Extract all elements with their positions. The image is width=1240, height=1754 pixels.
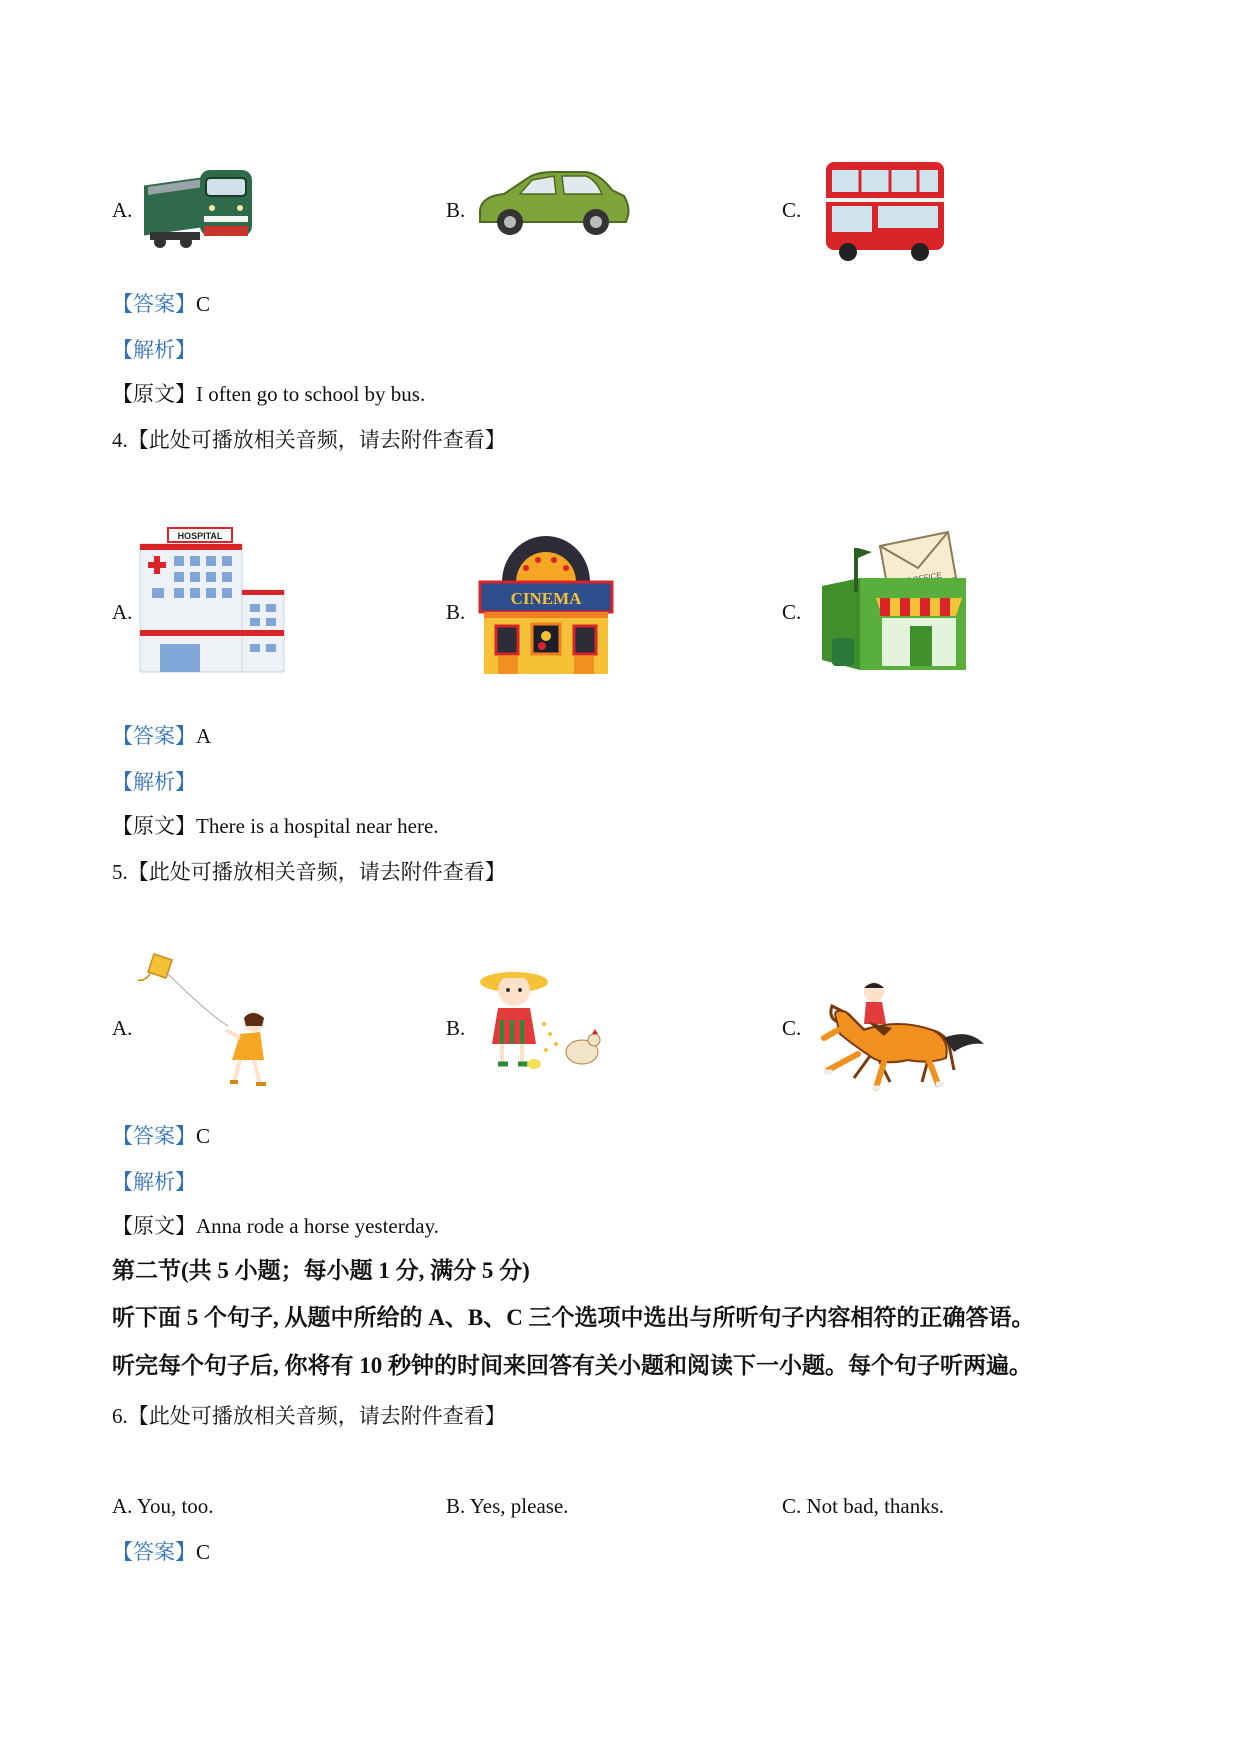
q4-option-c-label: C. [782, 600, 802, 624]
section2-instruction-2: 听完每个句子后, 你将有 10 秒钟的时间来回答有关小题和阅读下一小题。每个句子听两遍。 [112, 1353, 1032, 1378]
q3-option-a-label: A. [112, 198, 133, 222]
car-icon [474, 166, 632, 240]
post-office-icon [820, 526, 970, 672]
q6-option-c: C. Not bad, thanks. [782, 1494, 945, 1518]
q4-analysis-label: 【解析】 [112, 770, 196, 794]
q4-number: 4. [112, 428, 128, 452]
answer-label: 【答案】 [112, 1124, 196, 1148]
q4-option-b-label: B. [446, 600, 466, 624]
q4-answer-line [112, 722, 211, 750]
q5-answer-value: C [196, 1124, 211, 1148]
section2-title: 第二节(共 5 小题；每小题 1 分, 满分 5 分) [112, 1258, 530, 1283]
q5-original-line [112, 1212, 439, 1240]
audio-note: 【此处可播放相关音频，请去附件查看】 [127, 860, 506, 884]
answer-label: 【答案】 [112, 292, 196, 316]
double-decker-bus-icon [820, 158, 948, 262]
q4-header [112, 426, 506, 454]
q4-option-a-label: A. [112, 600, 133, 624]
girl-riding-horse-icon [818, 978, 988, 1092]
q3-option-b-label: B. [446, 198, 466, 222]
q5-option-b-label: B. [446, 1016, 466, 1040]
q6-option-a: A. You, too. [112, 1494, 214, 1518]
original-label: 【原文】 [112, 1214, 196, 1238]
girl-feeding-chickens-icon [478, 960, 608, 1074]
q3-analysis-label: 【解析】 [112, 338, 196, 362]
cinema-sign: CINEMA [510, 589, 582, 608]
q5-number: 5. [112, 860, 128, 884]
q5-option-a-label: A. [112, 1016, 133, 1040]
q5-analysis-label: 【解析】 [112, 1170, 196, 1194]
hospital-icon [138, 526, 286, 674]
section2-instruction-1: 听下面 5 个句子, 从题中所给的 A、B、C 三个选项中选出与所听句子内容相符的正确答语。 [112, 1305, 1035, 1330]
answer-label: 【答案】 [112, 724, 196, 748]
q3-option-c-label: C. [782, 198, 802, 222]
q3-original-text: I often go to school by bus. [196, 382, 426, 406]
q6-header [112, 1402, 506, 1430]
q5-original-text: Anna rode a horse yesterday. [196, 1214, 439, 1238]
audio-note: 【此处可播放相关音频，请去附件查看】 [127, 428, 506, 452]
hospital-sign: HOSPITAL [177, 531, 223, 541]
q3-answer-value: C [196, 292, 211, 316]
q5-answer-line [112, 1122, 210, 1150]
q3-original-line [112, 380, 425, 408]
original-label: 【原文】 [112, 814, 196, 838]
q4-original-line [112, 812, 439, 840]
q4-original-text: There is a hospital near here. [196, 814, 439, 838]
cinema-icon [478, 528, 614, 674]
q6-number: 6. [112, 1404, 128, 1428]
q5-header [112, 858, 506, 886]
train-icon [140, 158, 258, 252]
q3-answer-line [112, 290, 210, 318]
q5-option-c-label: C. [782, 1016, 802, 1040]
q4-answer-value: A [196, 724, 212, 748]
q6-answer-line [112, 1538, 210, 1566]
audio-note: 【此处可播放相关音频，请去附件查看】 [127, 1404, 506, 1428]
original-label: 【原文】 [112, 382, 196, 406]
q6-option-b: B. Yes, please. [446, 1494, 569, 1518]
girl-flying-kite-icon [136, 952, 272, 1092]
answer-label: 【答案】 [112, 1540, 196, 1564]
q6-answer-value: C [196, 1540, 211, 1564]
